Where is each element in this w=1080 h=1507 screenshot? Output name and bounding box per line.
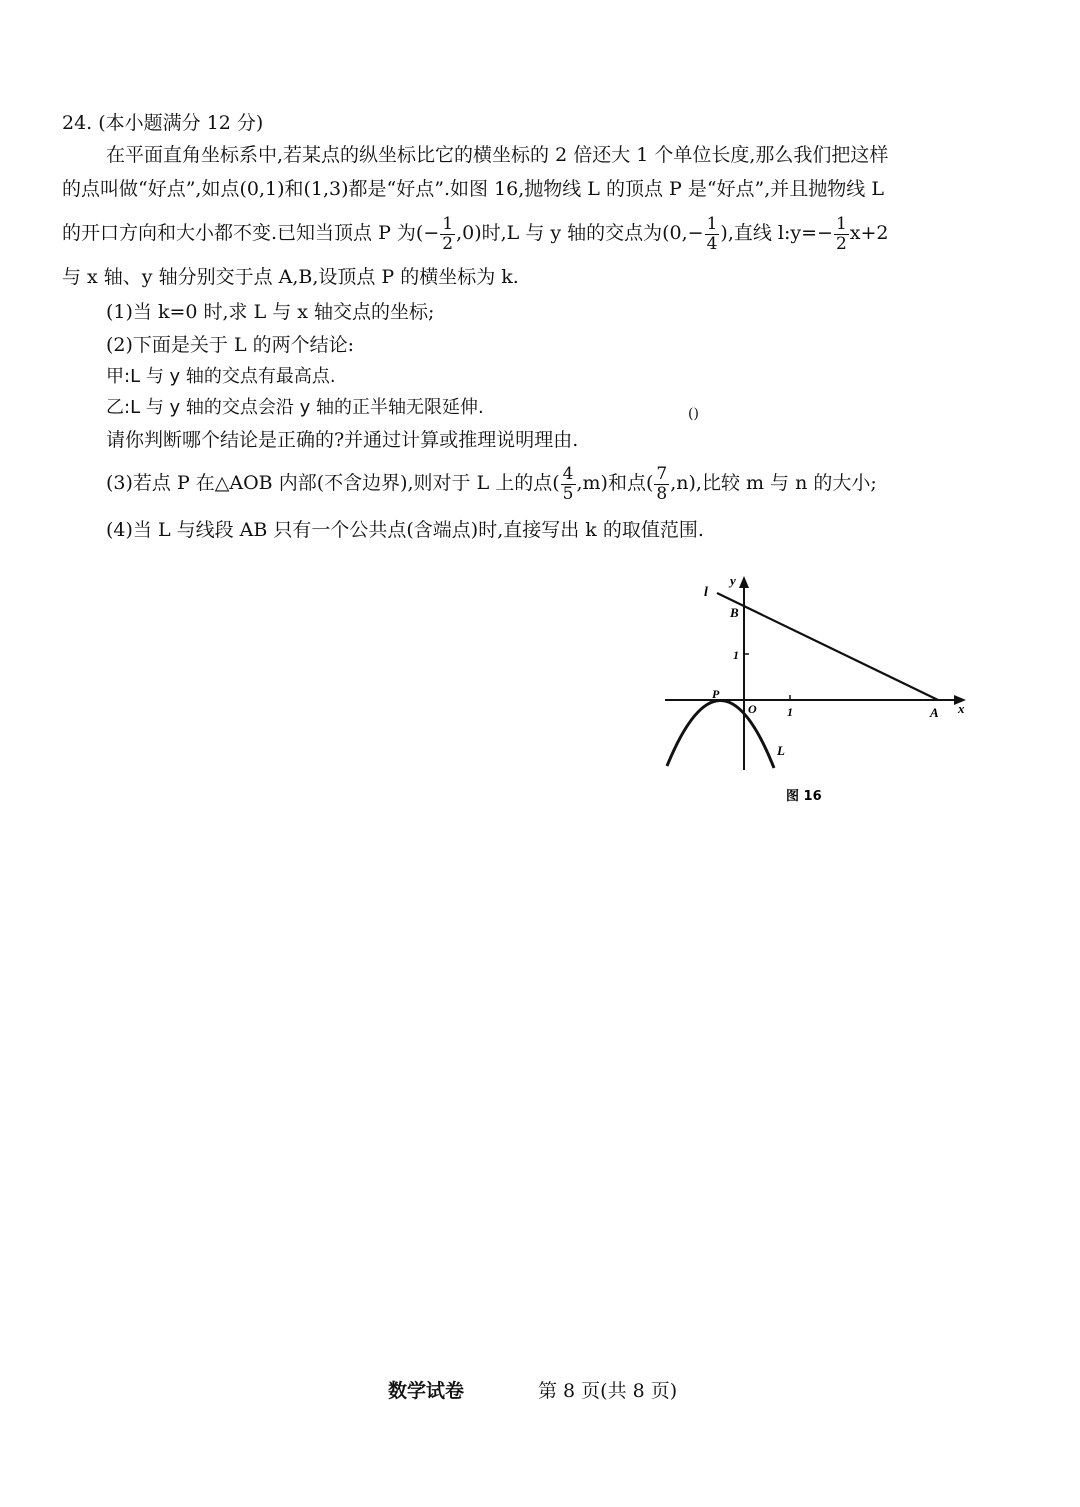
part-3-a: (3)若点 P 在△AOB 内部(不含边界),则对于 L 上的点( xyxy=(106,472,560,494)
fraction-denominator: 2 xyxy=(442,233,454,254)
intro-line-3-a: 的开口方向和大小都不变.已知当顶点 P 为(− xyxy=(62,222,440,244)
stray-mark: () xyxy=(688,406,699,422)
intro-line-3-c: ),直线 l:y=− xyxy=(720,222,833,244)
part-1: (1)当 k=0 时,求 L 与 x 轴交点的坐标; xyxy=(106,301,435,323)
question-number-text: 24. xyxy=(62,112,93,134)
fraction-numerator: 1 xyxy=(835,213,847,234)
parabola-L xyxy=(667,700,774,768)
label-y: y xyxy=(730,573,736,588)
fraction-numerator: 1 xyxy=(442,213,454,234)
label-B: B xyxy=(730,605,739,620)
label-x: x xyxy=(958,701,965,716)
fraction-neg-quarter xyxy=(705,215,720,254)
fraction-seven-eighths xyxy=(654,465,669,504)
figure-16 xyxy=(660,570,980,810)
fraction-denominator: 2 xyxy=(835,233,847,254)
fraction-numerator: 7 xyxy=(656,463,668,484)
part-3 xyxy=(106,461,877,505)
intro-line-3-b: ,0)时,L 与 y 轴的交点为(0,− xyxy=(456,222,704,244)
fraction-numerator: 4 xyxy=(562,463,574,484)
label-A: A xyxy=(930,705,939,720)
fraction-denominator: 5 xyxy=(562,483,574,504)
label-1-y: 1 xyxy=(733,648,739,662)
fraction-denominator: 4 xyxy=(706,233,718,254)
label-l: l xyxy=(704,585,708,600)
part-2-ask: 请你判断哪个结论是正确的?并通过计算或推理说明理由. xyxy=(106,429,579,451)
intro-line-3-d: x+2 xyxy=(849,222,889,244)
figure-caption: 图 16 xyxy=(786,789,822,804)
fraction-slope xyxy=(834,215,849,254)
label-O: O xyxy=(748,702,757,716)
fraction-numerator: 1 xyxy=(706,213,718,234)
intro-line-2: 的点叫做“好点”,如点(0,1)和(1,3)都是“好点”.如图 16,抛物线 L 的顶点 P 是“好点”,并且抛物线 L xyxy=(62,178,884,200)
intro-line-4: 与 x 轴、y 轴分别交于点 A,B,设顶点 P 的横坐标为 k. xyxy=(62,266,519,288)
footer-subject: 数学试卷 xyxy=(388,1380,465,1402)
fraction-neg-half xyxy=(440,215,455,254)
y-axis-arrow-icon xyxy=(739,576,749,588)
part-2: (2)下面是关于 L 的两个结论: xyxy=(106,334,355,356)
part-3-b: ,m)和点( xyxy=(576,472,654,494)
line-l xyxy=(717,593,938,700)
label-P: P xyxy=(712,687,720,701)
part-3-c: ,n),比较 m 与 n 的大小; xyxy=(670,472,877,494)
label-1-x: 1 xyxy=(787,705,793,719)
fraction-four-fifths xyxy=(561,465,576,504)
intro-line-1: 在平面直角坐标系中,若某点的纵坐标比它的横坐标的 2 倍还大 1 个单位长度,那么我们把这样 xyxy=(106,144,889,166)
conclusion-jia: 甲:L 与 y 轴的交点有最高点. xyxy=(106,366,336,387)
label-L: L xyxy=(777,743,785,758)
fraction-denominator: 8 xyxy=(656,483,668,504)
footer-page-number: 第 8 页(共 8 页) xyxy=(538,1380,678,1402)
question-points: (本小题满分 12 分) xyxy=(98,112,264,134)
part-4: (4)当 L 与线段 AB 只有一个公共点(含端点)时,直接写出 k 的取值范围. xyxy=(106,519,704,541)
intro-line-3 xyxy=(62,213,889,254)
conclusion-yi: 乙:L 与 y 轴的交点会沿 y 轴的正半轴无限延伸. xyxy=(106,397,484,418)
question-number xyxy=(62,111,263,135)
